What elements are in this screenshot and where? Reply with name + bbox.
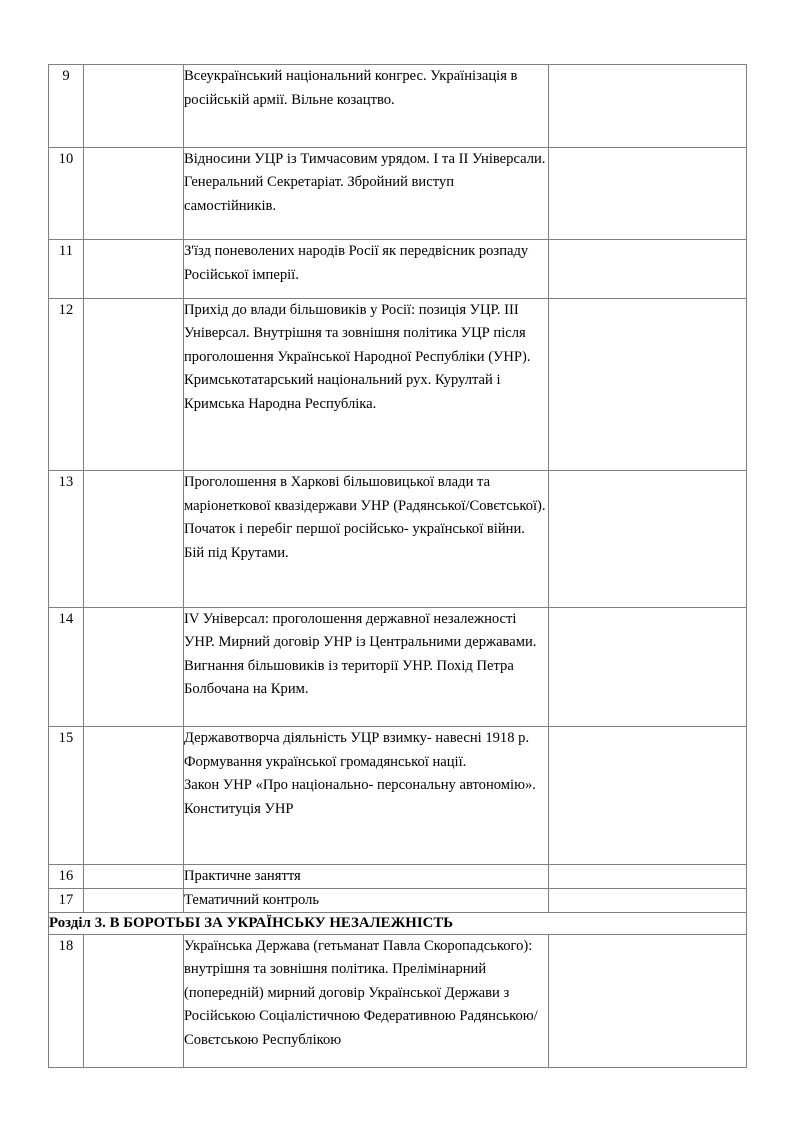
row-topic-cell — [184, 888, 549, 912]
schedule-table-body — [49, 65, 747, 1068]
row-topic-cell — [184, 864, 549, 888]
row-date-cell — [84, 240, 184, 299]
table-row — [49, 147, 747, 240]
row-number-cell: 10 — [49, 147, 84, 240]
topic-paragraph: Практичне заняття — [184, 867, 301, 884]
row-number-cell: 15 — [49, 727, 84, 865]
row-date-cell — [84, 607, 184, 727]
row-topic-cell — [184, 147, 549, 240]
row-date-cell — [84, 934, 184, 1068]
topic-paragraph: Державотворча діяльність УЦР взимку- навесні 1918 р. Формування української громадянської нації. — [184, 730, 530, 770]
table-row — [49, 727, 747, 865]
row-note-cell — [549, 147, 747, 240]
row-topic-cell — [184, 934, 549, 1068]
row-note-cell — [549, 471, 747, 608]
row-date-cell — [84, 471, 184, 608]
section-header-row — [49, 912, 747, 934]
row-number-cell: 14 — [49, 607, 84, 727]
row-number-cell: 9 — [49, 65, 84, 148]
row-date-cell — [84, 864, 184, 888]
row-number-cell: 18 — [49, 934, 84, 1068]
topic-paragraph: Відносини УЦР із Тимчасовим урядом. І та ІІ Універсали. Генеральний Секретаріат. Збройний виступ самостійників. — [184, 150, 546, 214]
row-number-cell: 16 — [49, 864, 84, 888]
topic-paragraph: Українська Держава (гетьманат Павла Скоропадського): внутрішня та зовнішня політика. Прелімінарний (попередній) мирний договір Української Держави з Російською Соціалістичною Федеративною Радянською/Совєтською Республікою — [184, 937, 538, 1048]
row-topic-cell — [184, 471, 549, 608]
table-row — [49, 65, 747, 148]
row-note-cell — [549, 888, 747, 912]
section-header-title: Розділ 3. В БОРОТЬБІ ЗА УКРАЇНСЬКУ НЕЗАЛЕЖНІСТЬ — [49, 912, 747, 934]
table-row — [49, 298, 747, 471]
table-row — [49, 471, 747, 608]
topic-paragraph: Проголошення в Харкові більшовицької влади та маріонеткової квазідержави УНР (Радянської/Совєтської). Початок і перебіг першої російсько- української війни. Бій під Крутами. — [184, 474, 546, 561]
row-topic-cell — [184, 65, 549, 148]
row-note-cell — [549, 607, 747, 727]
row-date-cell — [84, 298, 184, 471]
topic-paragraph: Тематичний контроль — [184, 891, 320, 908]
row-note-cell — [549, 864, 747, 888]
topic-paragraph: Конституція УНР — [184, 800, 294, 817]
table-row — [49, 864, 747, 888]
row-note-cell — [549, 727, 747, 865]
row-number-cell: 11 — [49, 240, 84, 299]
topic-paragraph: Всеукраїнський національний конгрес. Українізація в російській армії. Вільне козацтво. — [184, 68, 518, 108]
schedule-table — [48, 64, 747, 1068]
row-topic-cell — [184, 727, 549, 865]
table-row — [49, 607, 747, 727]
schedule-table-wrapper — [48, 64, 746, 1068]
table-row — [49, 934, 747, 1068]
row-note-cell — [549, 298, 747, 471]
row-date-cell — [84, 727, 184, 865]
row-date-cell — [84, 147, 184, 240]
table-row — [49, 888, 747, 912]
row-note-cell — [549, 240, 747, 299]
topic-paragraph: Прихід до влади більшовиків у Росії: позиція УЦР. ІІІ Універсал. Внутрішня та зовнішня політика УЦР після проголошення Української Народної Республіки (УНР). Кримськотатарський національний рух. Курултай і Кримська Народна Республіка. — [184, 301, 531, 412]
row-note-cell — [549, 65, 747, 148]
row-topic-cell — [184, 240, 549, 299]
row-topic-cell — [184, 298, 549, 471]
row-number-cell: 12 — [49, 298, 84, 471]
row-note-cell — [549, 934, 747, 1068]
row-date-cell — [84, 888, 184, 912]
row-number-cell: 17 — [49, 888, 84, 912]
table-row — [49, 240, 747, 299]
row-topic-cell — [184, 607, 549, 727]
row-number-cell: 13 — [49, 471, 84, 608]
topic-paragraph: Закон УНР «Про національно- персональну автономію». — [184, 777, 536, 794]
topic-paragraph: IV Універсал: проголошення державної незалежності УНР. Мирний договір УНР із Центральними державами. Вигнання більшовиків із території УНР. Похід Петра Болбочана на Крим. — [184, 610, 537, 698]
topic-paragraph: З'їзд поневолених народів Росії як передвісник розпаду Російської імперії. — [184, 243, 529, 283]
row-date-cell — [84, 65, 184, 148]
